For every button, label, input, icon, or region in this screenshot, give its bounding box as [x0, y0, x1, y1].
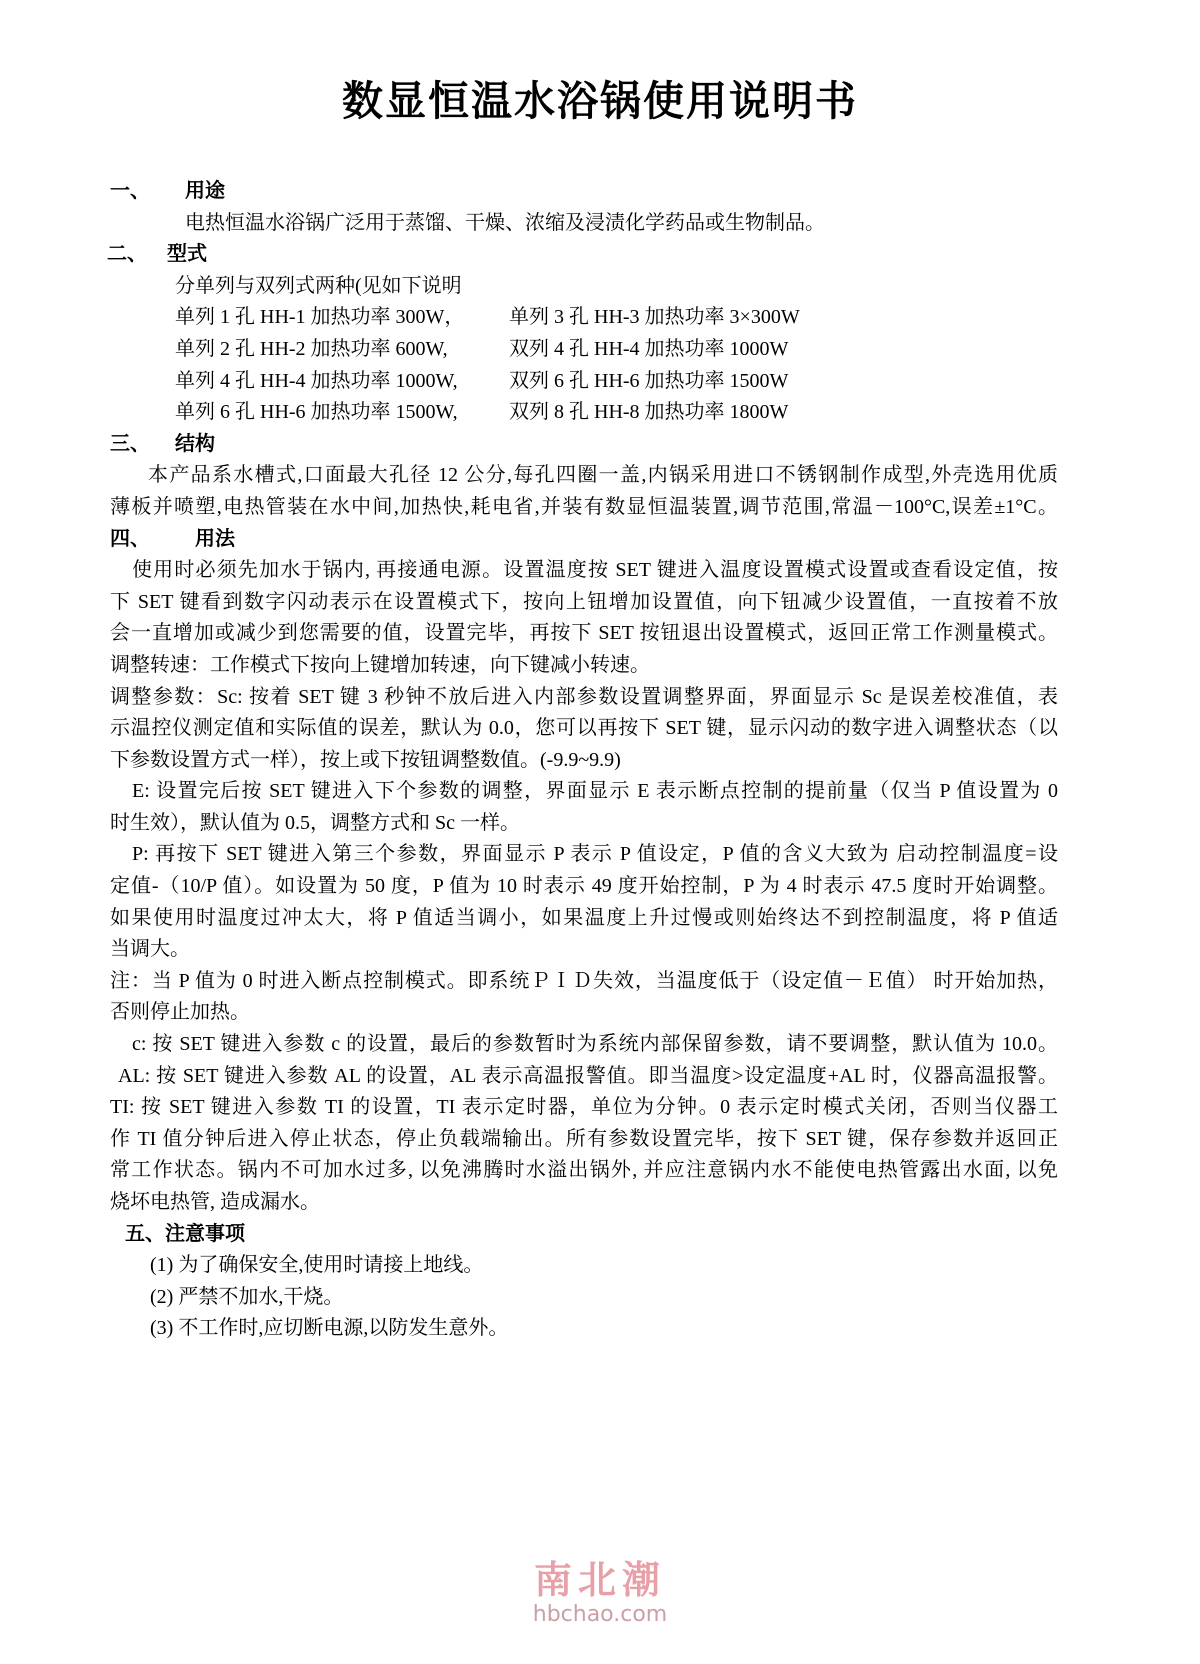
model-spec: 双列 8 孔 HH-8 加热功率 1800W: [509, 401, 789, 424]
paragraph-line: 电热恒温水浴锅广泛用于蒸馏、干燥、浓缩及浸渍化学药品或生物制品。: [185, 211, 825, 234]
model-row: [110, 397, 1058, 429]
section-heading-usage: [110, 176, 1058, 208]
model-spec: 单列 3 孔 HH-3 加热功率 3×300W: [509, 306, 800, 329]
paragraph-line: 薄板并喷塑,电热管装在水中间,加热快,耗电省,并装有数显恒温装置,调节范围,常温－100°C,误差±1°C。: [110, 495, 1058, 518]
paragraph-line: 注：当 P 值为 0 时进入断点控制模式。即系统ＰＩＤ失效，当温度低于（设定值－Ｅ值） 时开始加热，: [110, 969, 1058, 992]
paragraph-line: 调整参数：Sc: 按着 SET 键 3 秒钟不放后进入内部参数设置调整界面，界面显示 Sc 是误差校准值，表: [110, 685, 1058, 708]
paragraph-line: 调整转速：工作模式下按向上键增加转速，向下键减小转速。: [110, 653, 650, 676]
paragraph-line: 常工作状态。锅内不可加水过多, 以免沸腾时水溢出锅外, 并应注意锅内水不能使电热管露出水面, 以免: [110, 1159, 1058, 1182]
section-title: 用途: [185, 180, 225, 202]
section-heading-models: [107, 239, 1058, 271]
paragraph-line: 作 TI 值分钟后进入停止状态，停止负载端输出。所有参数设置完毕，按下 SET 键，保存参数并返回正: [110, 1127, 1058, 1150]
paragraph-line: 下 SET 键看到数字闪动表示在设置模式下，按向上钮增加设置值，向下钮减少设置值，一直按着不放: [110, 590, 1058, 613]
model-spec: 单列 1 孔 HH-1 加热功率 300W，: [175, 306, 465, 329]
section-title: 型式: [167, 243, 207, 266]
paragraph-line: 分单列与双列式两种(见如下说明: [175, 274, 462, 297]
paragraph-line: P: 再按下 SET 键进入第三个参数，界面显示 P 表示 P 值设定，P 值的含义大致为 启动控制温度=设: [132, 843, 1058, 866]
paragraph-line: TI: 按 SET 键进入参数 TI 的设置，TI 表示定时器，单位为分钟。0 表示定时模式关闭，否则当仪器工: [110, 1096, 1058, 1119]
model-spec: 双列 4 孔 HH-4 加热功率 1000W: [509, 337, 789, 360]
model-spec: 单列 4 孔 HH-4 加热功率 1000W,: [175, 369, 458, 392]
paragraph-line: 定值-（10/P 值）。如设置为 50 度，P 值为 10 时表示 49 度开始控制，P 为 4 时表示 47.5 度时开始调整。: [110, 875, 1058, 898]
model-row: [110, 302, 1058, 334]
model-spec: 单列 6 孔 HH-6 加热功率 1500W,: [175, 401, 458, 424]
paragraph-line: AL: 按 SET 键进入参数 AL 的设置，AL 表示高温报警值。即当温度>设定温度+AL 时，仪器高温报警。: [118, 1064, 1058, 1087]
paragraph-line: 下参数设置方式一样），按上或下按钮调整数值。(-9.9~9.9): [110, 748, 621, 771]
model-row: [110, 366, 1058, 398]
document-body: [107, 176, 1058, 1345]
model-spec: 单列 2 孔 HH-2 加热功率 600W,: [175, 337, 448, 360]
section-number: 四、: [110, 527, 150, 550]
section-number: 三、: [110, 432, 150, 455]
model-row: [110, 334, 1058, 366]
paragraph-line: 如果使用时温度过冲太大，将 P 值适当调小，如果温度上升过慢或则始终达不到控制温度，将 P 值适: [110, 906, 1058, 929]
section-heading-structure: [110, 429, 1058, 461]
watermark-site-text: hbchao.com: [532, 1602, 668, 1627]
section-title: 用法: [195, 527, 235, 550]
paragraph-line: 本产品系水槽式,口面最大孔径 12 公分,每孔四圈一盖,内锅采用进口不锈钢制作成型,外壳选用优质: [148, 464, 1058, 487]
watermark-logo-text: 南北潮: [533, 1560, 666, 1602]
paragraph-line: E: 设置完后按 SET 键进入下个参数的调整，界面显示 E 表示断点控制的提前量（仅当 P 值设置为 0: [132, 780, 1058, 803]
section-title: 结构: [175, 432, 215, 455]
precaution-item: (2) 严禁不加水,干烧。: [150, 1285, 344, 1308]
paragraph-line: 会一直增加或减少到您需要的值，设置完毕，再按下 SET 按钮退出设置模式，返回正常工作测量模式。: [110, 622, 1058, 645]
precaution-item: (1) 为了确保安全,使用时请接上地线。: [150, 1254, 484, 1277]
section-heading-precautions: 五、注意事项: [125, 1222, 245, 1245]
precaution-item: (3) 不工作时,应切断电源,以防发生意外。: [150, 1317, 509, 1340]
document-title: 数显恒温水浴锅使用说明书: [342, 78, 858, 124]
watermark-logo: [0, 1560, 1200, 1628]
section-number: 一、: [110, 180, 150, 202]
paragraph-line: 示温控仪测定值和实际值的误差，默认为 0.0，您可以再按下 SET 键，显示闪动的数字进入调整状态（以: [110, 717, 1058, 740]
paragraph-line: 烧坏电热管, 造成漏水。: [110, 1191, 320, 1213]
paragraph-line: 否则停止加热。: [110, 1001, 250, 1024]
section-number: 二、: [107, 243, 147, 266]
paragraph-line: 时生效），默认值为 0.5，调整方式和 Sc 一样。: [110, 811, 520, 834]
model-spec: 双列 6 孔 HH-6 加热功率 1500W: [509, 369, 789, 392]
section-heading-usage-method: [110, 524, 1058, 556]
paragraph-line: 使用时必须先加水于锅内, 再接通电源。设置温度按 SET 键进入温度设置模式设置或查看设定值，按: [132, 559, 1058, 582]
paragraph-line: c: 按 SET 键进入参数 c 的设置，最后的参数暂时为系统内部保留参数，请不要调整，默认值为 10.0。: [132, 1033, 1058, 1056]
paragraph-line: 当调大。: [110, 938, 190, 961]
